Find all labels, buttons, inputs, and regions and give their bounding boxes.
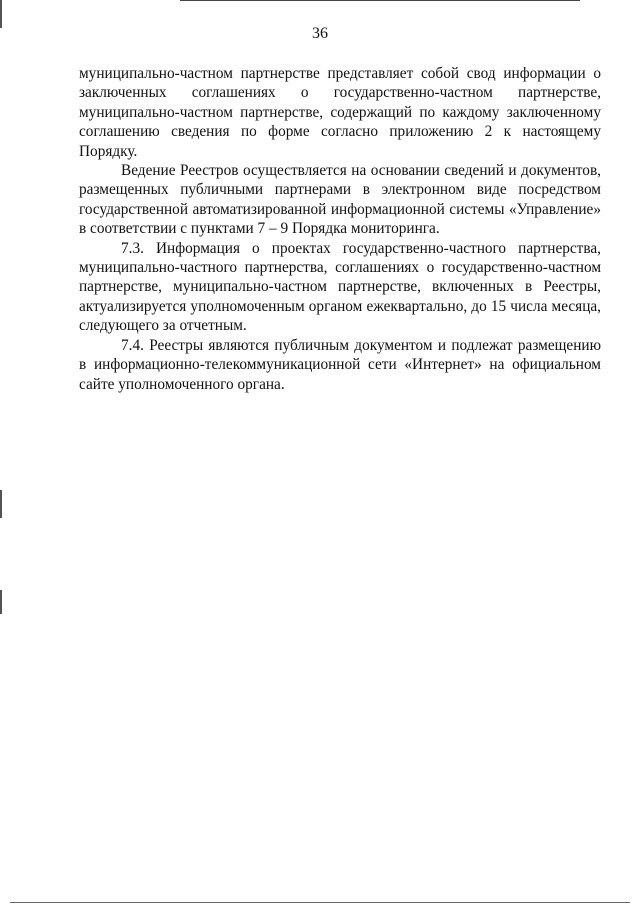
scan-bottom-edge-line bbox=[10, 902, 630, 903]
paragraph-7-4: 7.4. Реестры являются публичным документом и подлежат размещению в информационно-телекоммуникационной сети «Интернет» на официальном сайте уполномоченного органа. bbox=[79, 336, 601, 393]
scan-top-edge-line bbox=[180, 0, 580, 1]
paragraph-continuation: муниципально-частном партнерстве представляет собой свод информации о заключенных соглашениях о государственно-частном партнерстве, муниципально-частном партнерстве, содержащий по каждому заключенному соглашению сведения по форме согласно приложению 2 к настоящему Порядку. bbox=[79, 65, 601, 160]
page-number: 36 bbox=[312, 25, 328, 42]
scan-left-edge-mark bbox=[0, 590, 2, 614]
document-body bbox=[79, 64, 601, 394]
paragraph-7-3: 7.3. Информация о проектах государственно-частного партнерства, муниципально-частного партнерства, соглашениях о государственно-частном партнерстве, муниципально-частном партнерстве, включенных в Реестры, актуализируется уполномоченным органом ежеквартально, до 15 числа месяца, следующего за отчетным. bbox=[79, 239, 601, 335]
scan-left-edge-mark bbox=[0, 490, 2, 518]
paragraph-registry-maintenance: Ведение Реестров осуществляется на основании сведений и документов, размещенных публичными партнерами в электронном виде посредством государственной автоматизированной информационной системы «Управление» в соответствии с пунктами 7 – 9 Порядка мониторинга. bbox=[79, 162, 601, 238]
